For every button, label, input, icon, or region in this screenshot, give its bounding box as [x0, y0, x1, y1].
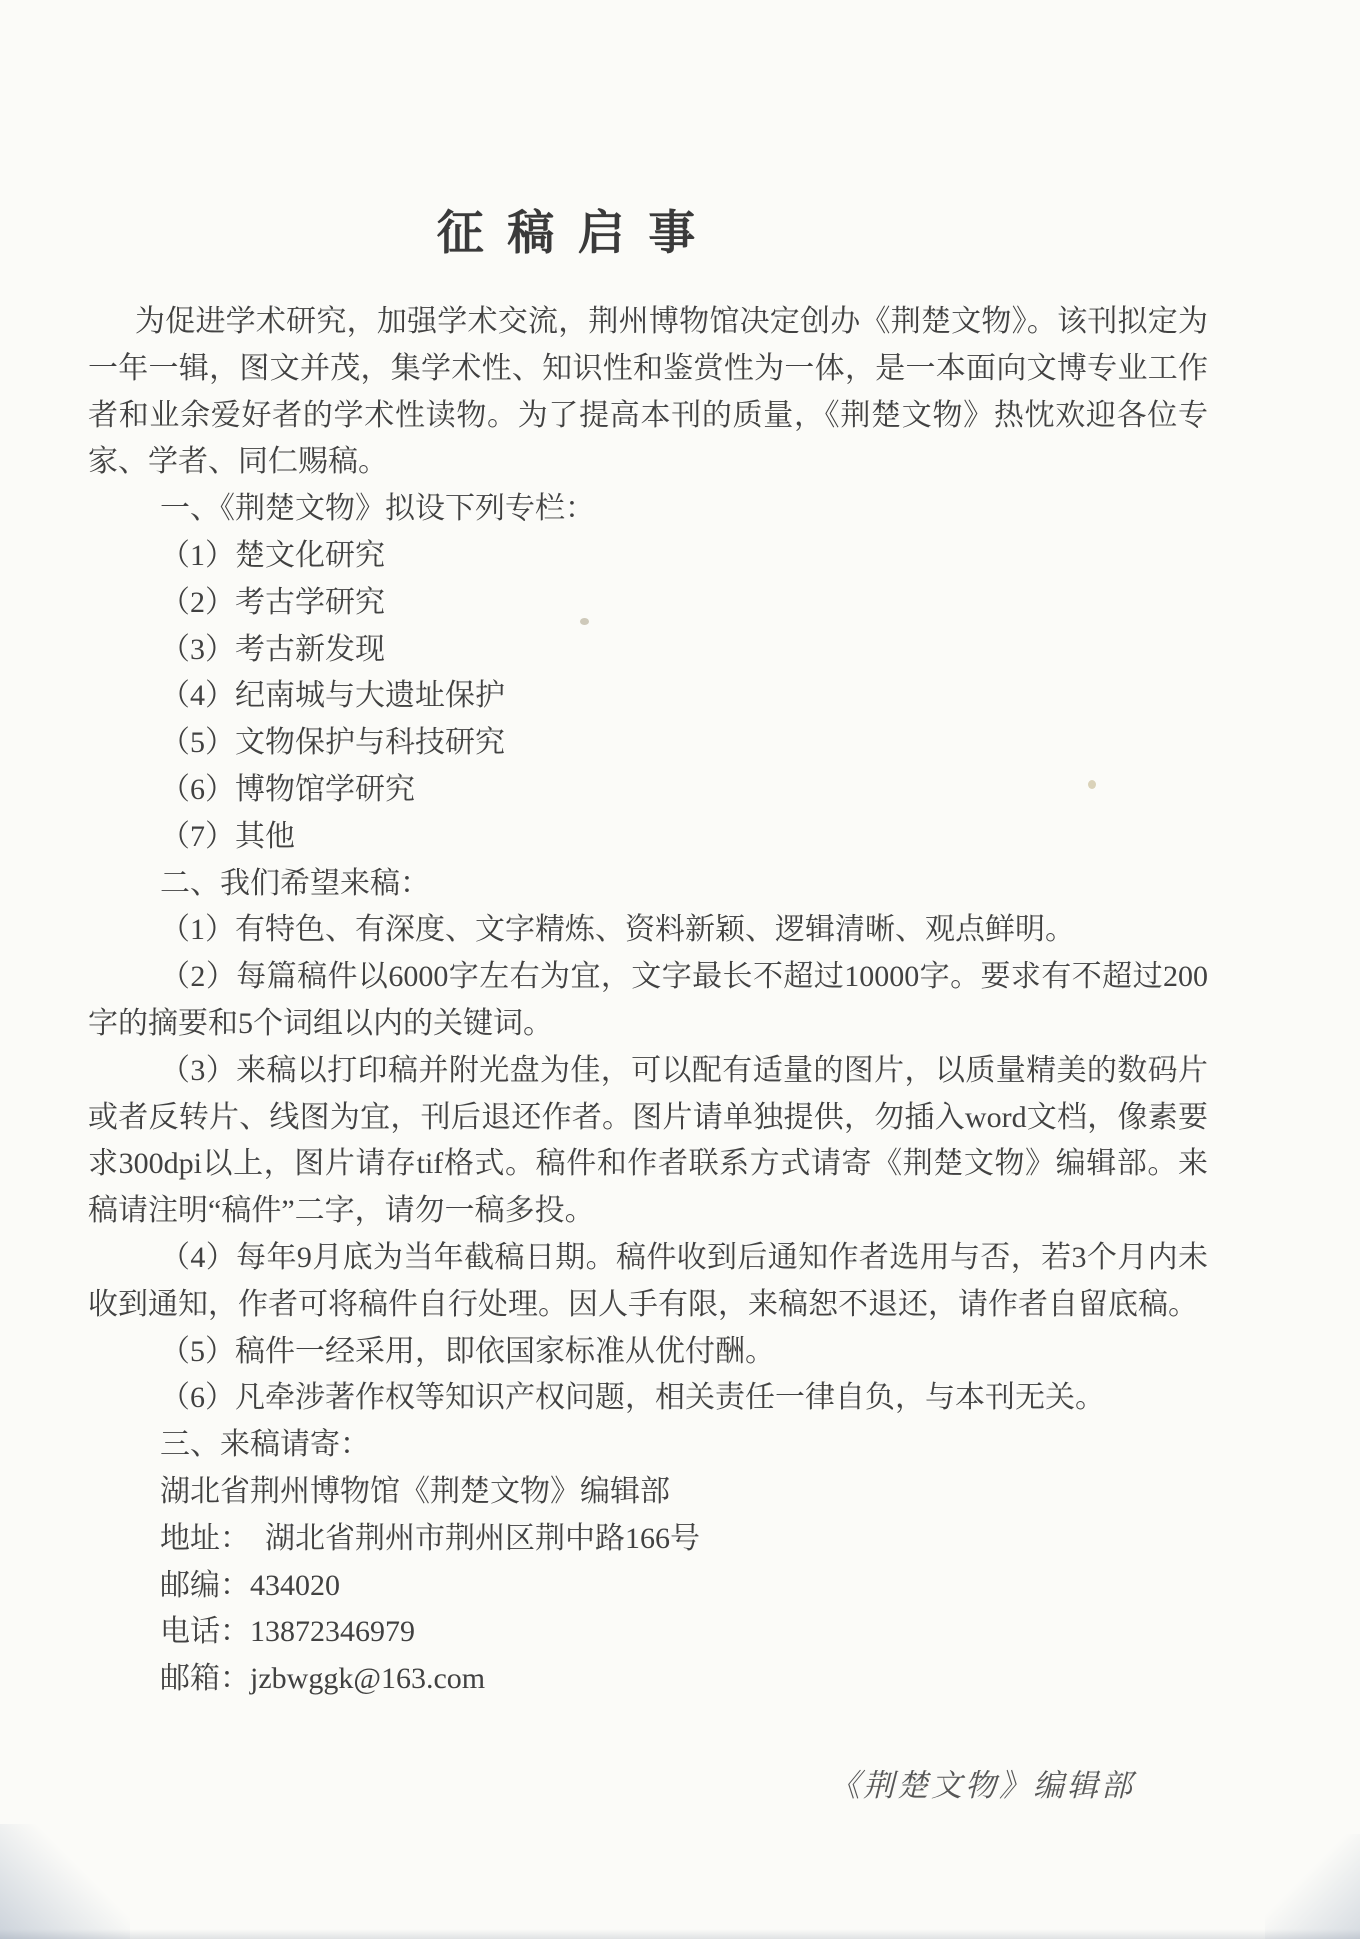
text-line: 湖北省荆州博物馆《荆楚文物》编辑部 — [160, 1474, 670, 1508]
text-line: 二、我们希望来稿： — [160, 866, 430, 900]
text-line: 一、《荆楚文物》拟设下列专栏： — [160, 492, 595, 526]
text-line: （5）文物保护与科技研究 — [160, 726, 505, 760]
page-title: 征稿启事 — [436, 208, 719, 260]
text-line: 地址： 湖北省荆州市荆州区荆中路166号 — [160, 1521, 700, 1555]
text-line: （2）每篇稿件以6000字左右为宜，文字最长不超过10000字。要求有不超过200字的摘要和5个词组以内的关键词。 — [88, 960, 1208, 1040]
text-line: 邮编：434020 — [160, 1568, 340, 1602]
text-line: 三、来稿请寄： — [160, 1428, 370, 1462]
scan-artifact-speck — [1088, 780, 1096, 789]
scan-shadow-bottom-left — [0, 1824, 130, 1939]
text-line: 邮箱：jzbwggk@163.com — [160, 1662, 486, 1696]
text-line: （1）有特色、有深度、文字精炼、资料新颖、逻辑清晰、观点鲜明。 — [160, 913, 1075, 947]
scan-artifact-speck — [580, 618, 589, 625]
scan-shadow-bottom-edge — [0, 1929, 1360, 1939]
text-line: （7）其他 — [160, 819, 295, 853]
text-line: 电话：13872346979 — [160, 1615, 415, 1649]
text-line: （1）楚文化研究 — [160, 538, 385, 572]
scan-shadow-bottom-right — [1265, 1834, 1360, 1939]
text-line: （6）凡牵涉著作权等知识产权问题，相关责任一律自负，与本刊无关。 — [160, 1381, 1105, 1415]
text-line: （4）纪南城与大遗址保护 — [160, 679, 505, 713]
text-line: （4）每年9月底为当年截稿日期。稿件收到后通知作者选用与否，若3个月内未收到通知，作者可将稿件自行处理。因人手有限，来稿恕不退还，请作者自留底稿。 — [88, 1240, 1208, 1321]
text-line: （5）稿件一经采用，即依国家标准从优付酬。 — [160, 1334, 775, 1368]
text-line: （6）博物馆学研究 — [160, 772, 415, 806]
text-line: （3）来稿以打印稿并附光盘为佳，可以配有适量的图片，以质量精美的数码片或者反转片、线图为宜，刊后退还作者。图片请单独提供，勿插入word文档，像素要求300dpi以上，图片请存tif格式。稿件和作者联系方式请寄《荆楚文物》编辑部。来稿请注明“稿件”二字，请勿一稿多投。 — [88, 1053, 1208, 1228]
text-line: 为促进学术研究，加强学术交流，荆州博物馆决定创办《荆楚文物》。该刊拟定为一年一辑，图文并茂，集学术性、知识性和鉴赏性为一体，是一本面向文博专业工作者和业余爱好者的学术性读物。为了提高本刊的质量，《荆楚文物》热忱欢迎各位专家、学者、同仁赐稿。 — [88, 305, 1208, 479]
text-line: （2）考古学研究 — [160, 585, 385, 619]
document-body — [88, 299, 1208, 1703]
signature-line: 《荆楚文物》编辑部 — [829, 1768, 1135, 1803]
text-line: （3）考古新发现 — [160, 632, 385, 666]
